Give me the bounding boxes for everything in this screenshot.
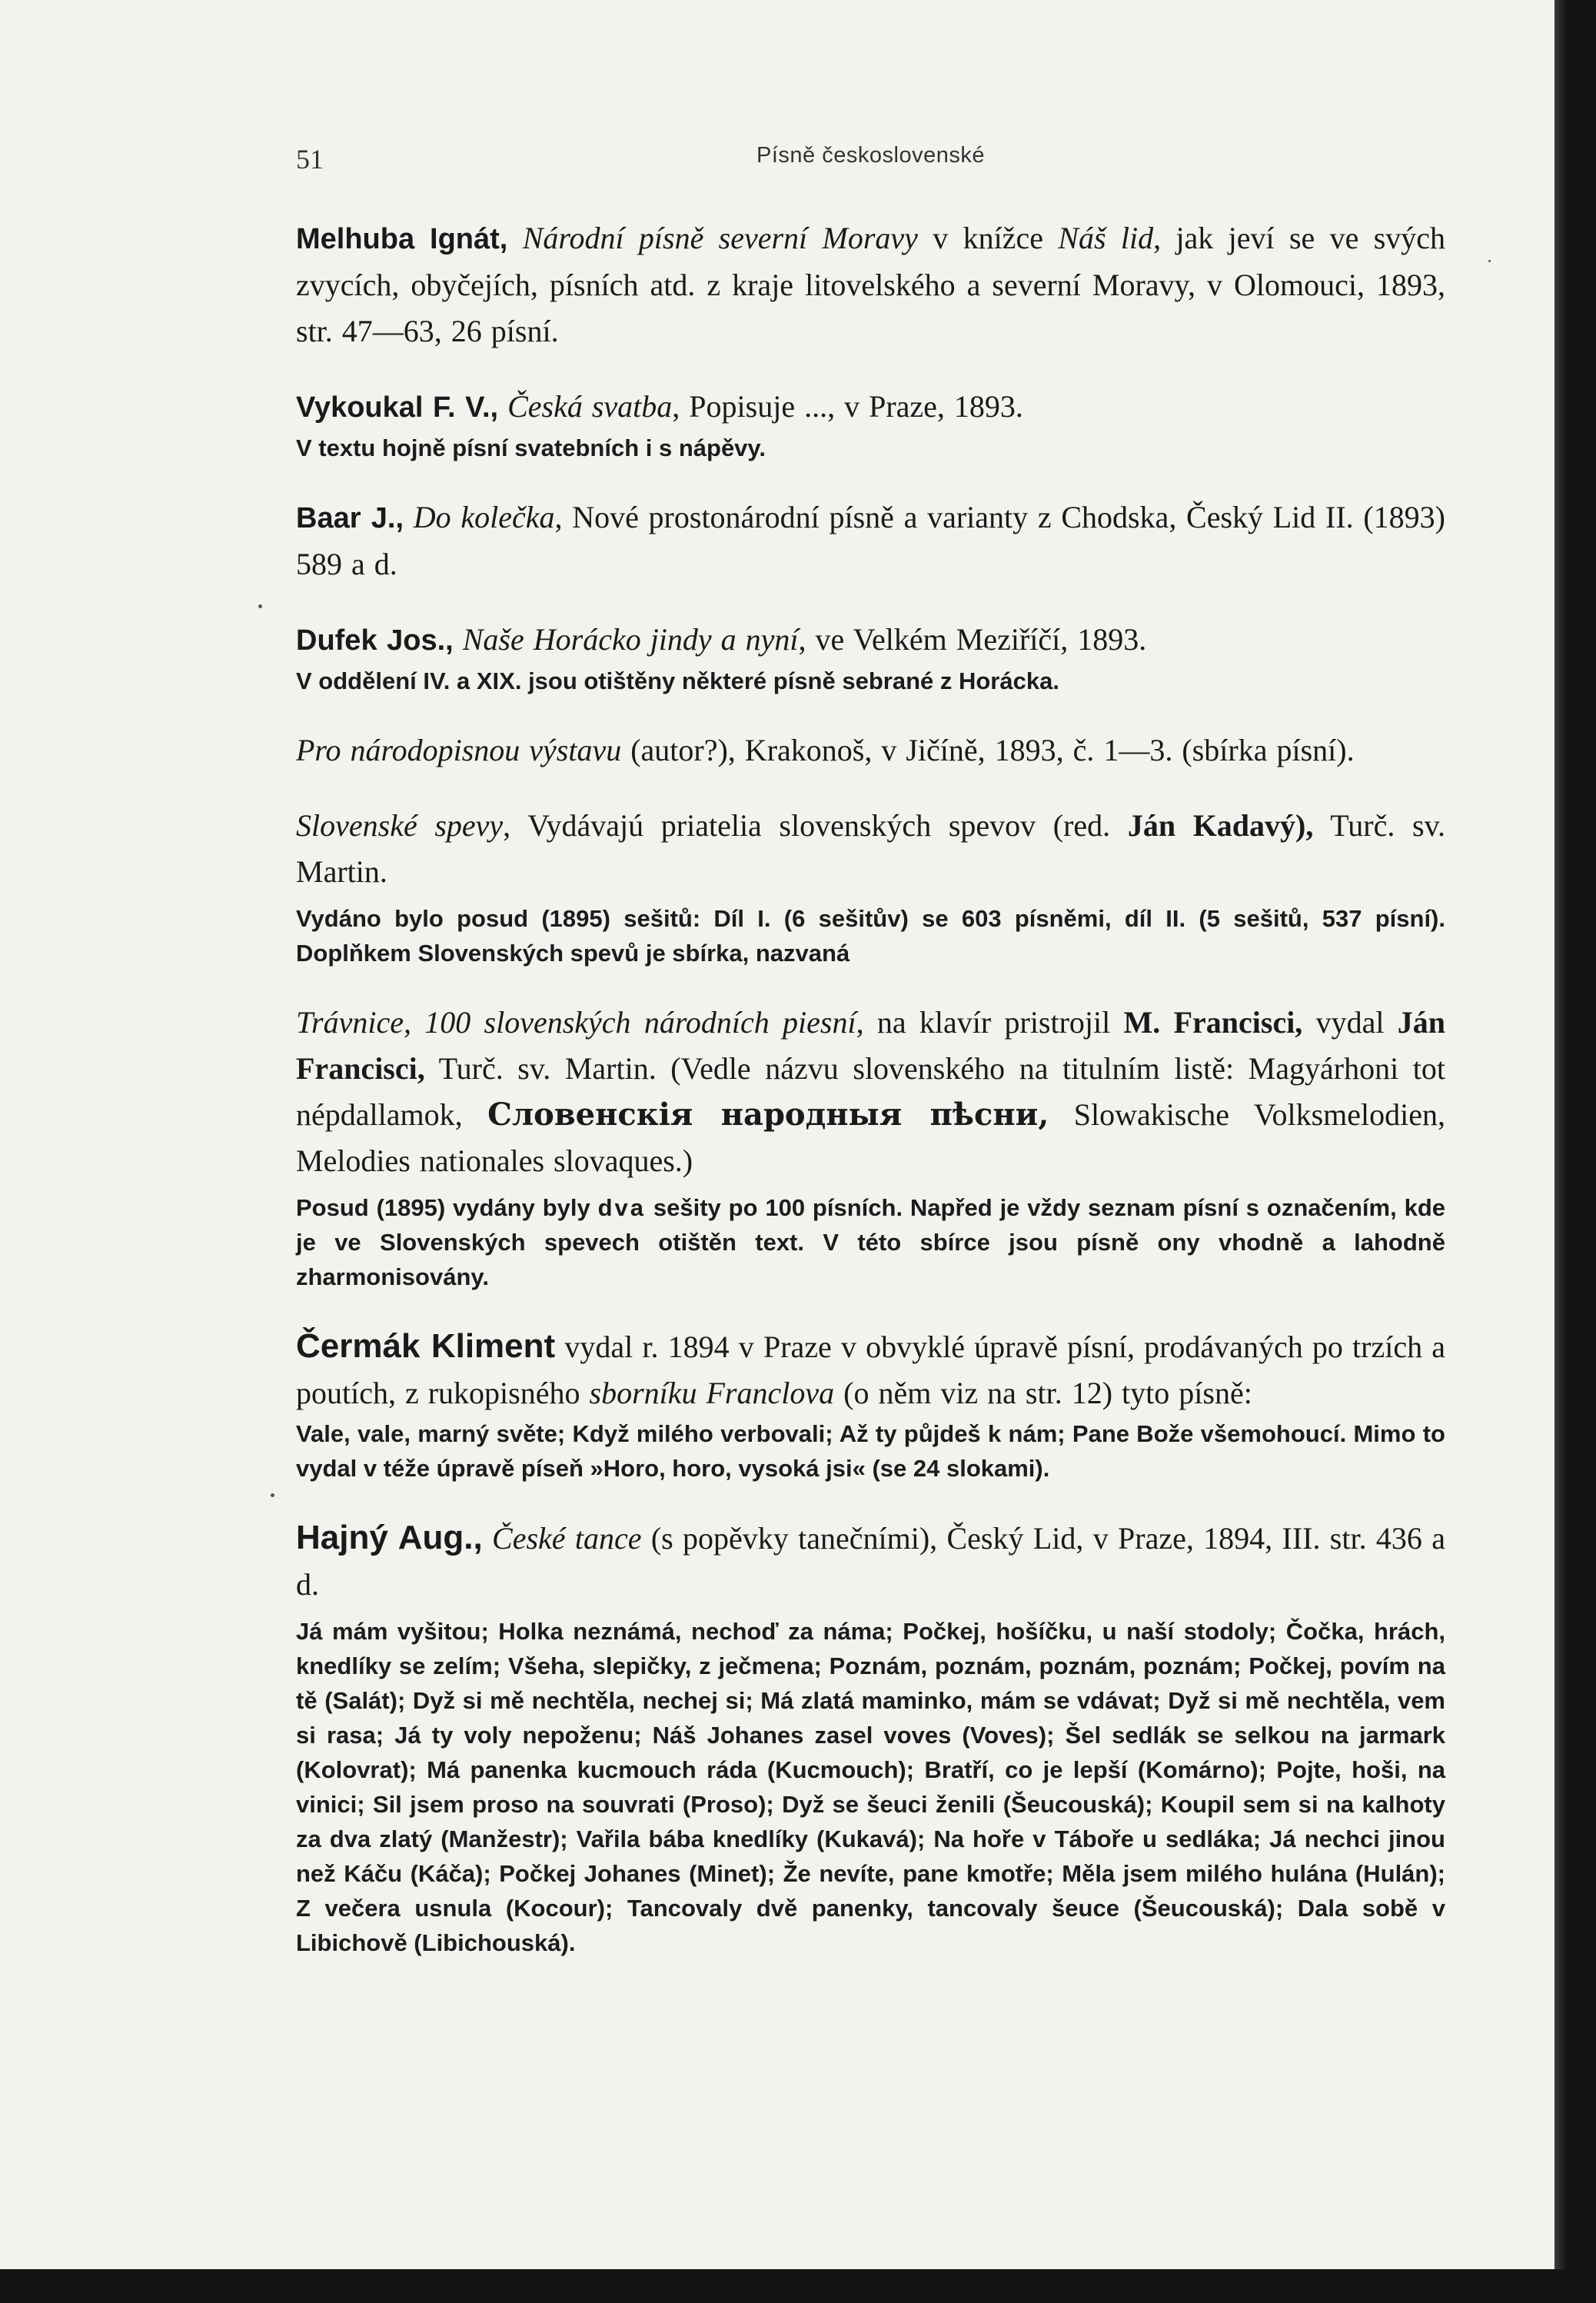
entry-author: Hajný Aug., <box>296 1519 483 1556</box>
entry-body: Turč. sv. Martin. (Vedle názvu slovenského na titulním listě: Magyárhoni tot népdallamok, <box>296 1051 1445 1132</box>
entry-text <box>296 727 1445 774</box>
entry-body: , na klavír pristrojil <box>856 1005 1124 1040</box>
entry-text <box>296 215 1445 354</box>
entry-text <box>296 1000 1445 1184</box>
entry-title: Náš lid <box>1058 221 1154 255</box>
entry-note: Vale, vale, marný světe; Když milého verbovali; Až ty půjdeš k nám; Pane Bože všemohoucí. Mimo to vydal v téže úpravě píseň »Horo, horo, vysoká jsi« (se 24 slokami). <box>296 1420 1445 1482</box>
entry-title: Do kolečka <box>413 500 555 534</box>
entry-author: Dufek Jos., <box>296 624 454 657</box>
entry-editor: Ján Kadavý), <box>1127 808 1314 843</box>
entry-body: (o něm viz na str. 12) tyto písně: <box>834 1376 1252 1410</box>
entry-author: Čermák Kliment <box>296 1327 556 1365</box>
page-header <box>296 137 1445 175</box>
entry-title: sborníku Franclova <box>589 1376 835 1410</box>
entry-note-emphasis: dva <box>597 1194 647 1221</box>
entry-title: Česká svatba <box>507 389 673 424</box>
bibliography-entry <box>296 384 1445 465</box>
entry-body: Turč. sv. Martin. <box>296 808 1445 889</box>
entry-text <box>296 803 1445 895</box>
entry-title: Naše Horácko jindy a nyní <box>462 622 799 657</box>
entry-body: , ve Velkém Meziříčí, 1893. <box>798 622 1147 657</box>
entry-text <box>296 384 1445 431</box>
entry-body: , jak jeví se ve svých zvycích, obyčejích, písních atd. z kraje litovelského a severní Moravy, v Olomouci, 1893, str. 47—63, 26 písní. <box>296 221 1446 348</box>
entry-arranger: M. Francisci, <box>1123 1005 1303 1040</box>
entry-body: vydal <box>1302 1005 1398 1040</box>
entry-body: , Popisuje ..., v Praze, 1893. <box>672 389 1023 424</box>
entry-body: (s popěvky tanečními), Český Lid, v Praze, 1894, III. str. 436 a d. <box>296 1521 1445 1602</box>
entry-title: České tance <box>492 1521 642 1556</box>
page-edge-shadow <box>1554 0 1568 2269</box>
entry-author: Baar J., <box>296 502 404 534</box>
specks <box>258 604 262 608</box>
bibliography-entry <box>296 494 1445 587</box>
bibliography-entry <box>296 727 1445 774</box>
bibliography-entry <box>296 1000 1445 1294</box>
entry-note-part: sešity po 100 písních. Napřed je vždy seznam písní s označením, kde je ve Slovenských spevech otištěn text. V této sbírce jsou písně ony vhodně a lahodně zharmonisovány. <box>296 1194 1445 1290</box>
bibliography-entry <box>296 617 1445 698</box>
entry-text <box>296 1515 1445 1608</box>
bibliography-entry <box>296 1515 1445 1960</box>
bibliography-entry <box>296 215 1445 354</box>
entry-text <box>296 494 1445 587</box>
bibliography-entry <box>296 803 1445 970</box>
entry-body: (autor?), Krakonoš, v Jičíně, 1893, č. 1—3. (sbírka písní). <box>621 733 1355 767</box>
page-number: 51 <box>296 144 324 175</box>
entry-note <box>296 1190 1445 1294</box>
entry-body: , Nové prostonárodní písně a varianty z Chodska, Český Lid II. (1893) 589 a d. <box>296 500 1446 581</box>
entry-title: Slovenské spevy <box>296 808 504 843</box>
entry-body: vydal r. 1894 v Praze v obvyklé úpravě písní, prodávaných po trzích a poutích, z rukopisného <box>296 1330 1445 1410</box>
entry-note-part: Posud (1895) vydány byly <box>296 1194 598 1221</box>
entry-cyrillic-title: Словенскія народныя пѣсни, <box>487 1097 1049 1133</box>
entry-note: V textu hojně písní svatebních i s nápěvy. <box>296 434 766 461</box>
entry-note: Vydáno bylo posud (1895) sešitů: Díl I. (6 sešitův) se 603 písněmi, díl II. (5 sešitů, 537 písní). Doplňkem Slovenských spevů je sbírka, nazvaná <box>296 905 1445 967</box>
entry-title: Pro národopisnou výstavu <box>296 733 622 767</box>
entry-note: V oddělení IV. a XIX. jsou otištěny některé písně sebrané z Horácka. <box>296 667 1059 694</box>
entry-body: , Vydávajú priatelia slovenských spevov (red. <box>503 808 1128 843</box>
entry-author: Melhuba Ignát, <box>296 223 508 255</box>
entry-author: Vykoukal F. V., <box>296 391 499 424</box>
entry-title: Trávnice, 100 slovenských národních piesní <box>296 1005 856 1040</box>
entry-body: Slowakische Volksmelodien, Melodies nationales slovaques.) <box>296 1097 1445 1178</box>
entry-body: v knížce <box>917 221 1059 255</box>
bibliography-list <box>296 215 1445 1960</box>
specks <box>271 1493 274 1497</box>
running-title: Písně československé <box>756 143 985 168</box>
entry-title: Národní písně severní Moravy <box>522 221 918 255</box>
entry-text <box>296 617 1445 664</box>
entry-note: Já mám vyšitou; Holka neznámá, nechoď za náma; Počkej, hošíčku, u naší stodoly; Čočka, hrách, knedlíky se zelím; Všeha, slepičky, z ječmena; Poznám, poznám, poznám, poznám; Počkej, povím na tě (Salát); Dyž si mě nechtěla, nechej si; Má zlatá maminko, mám se vdávat; Dyž si mě nechtěla, vem si rasa; Já ty voly nepoženu; Náš Johanes zasel voves (Voves); Šel sedlák se selkou na jarmark (Kolovrat); Má panenka kucmouch ráda (Kucmouch); Bratří, co je lepší (Komárno); Pojte, hoši, na vinici; Sil jsem proso na souvrati (Proso); Dyž se šeuci ženili (Šeucouská); Koupil sem si na kalhoty za dva zlatý (Manžestr); Vařila bába knedlíky (Kukavá); Na hoře v Táboře u sedláka; Já nechci jinou než Káču (Káča); Počkej Johanes (Minet); Že nevíte, pane kmotře; Měla jsem milého hulána (Hulán); Z večera usnula (Kocour); Tancovaly dvě panenky, tancovaly šeuce (Šeucouská); Dala sobě v Libichově (Libichouská). <box>296 1618 1445 1956</box>
entry-publisher: Ján Francisci, <box>296 1005 1445 1086</box>
entry-text <box>296 1323 1445 1416</box>
bibliography-entry <box>296 1323 1445 1486</box>
specks <box>1488 260 1491 262</box>
